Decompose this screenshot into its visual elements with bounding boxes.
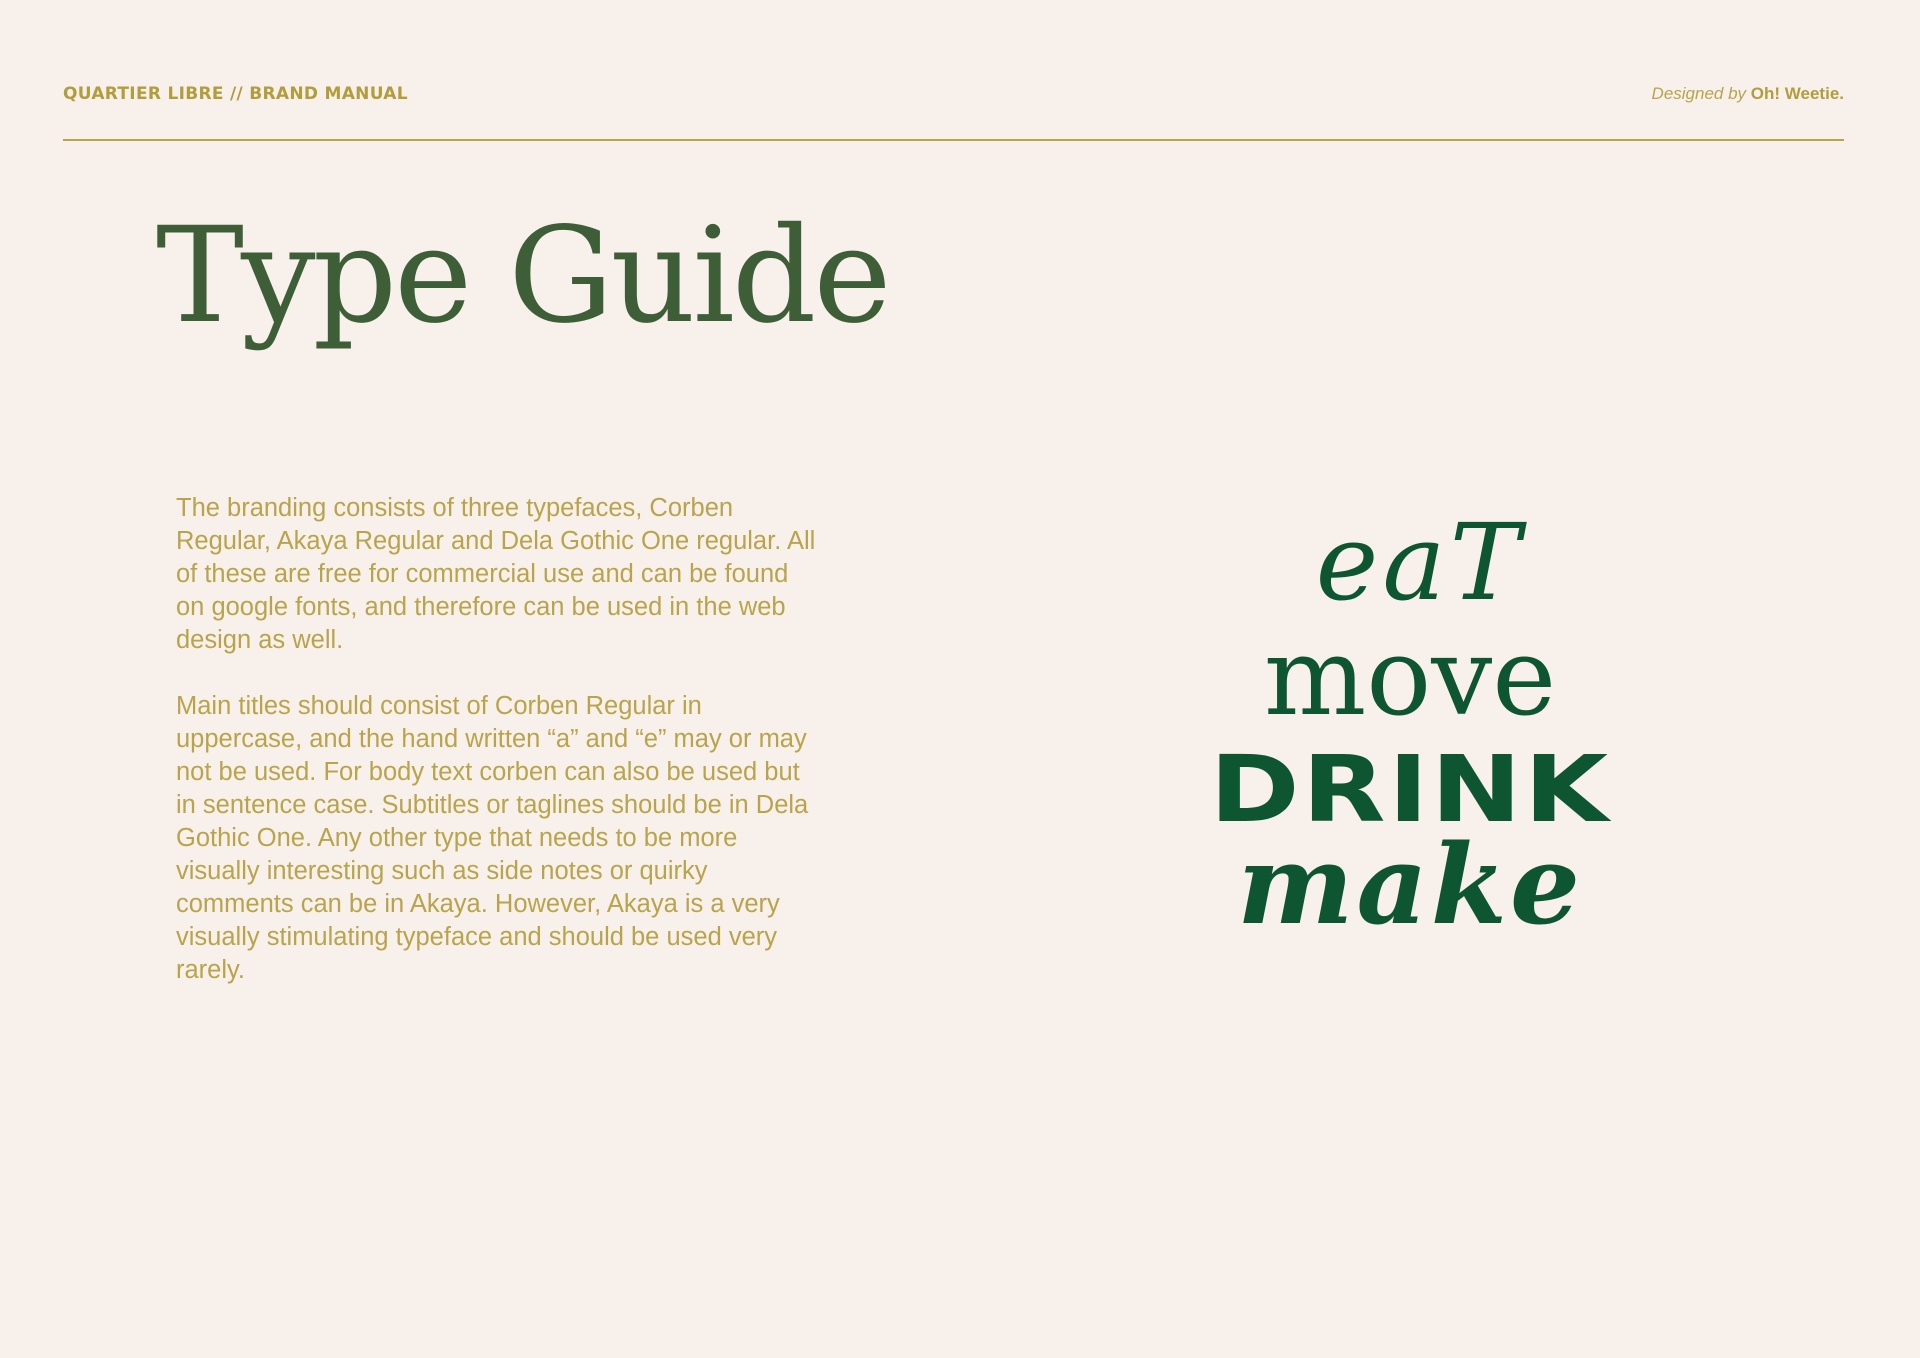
designer-credit (1652, 84, 1844, 104)
sample-eat-word: eaT (1315, 501, 1525, 624)
typeface-samples (1150, 501, 1670, 949)
paragraph-usage-rules: Main titles should consist of Corben Regular in uppercase, and the hand written “a” and “e” may or may not be used. For body text corben can also be used but in sentence case. Subtitles or taglines should be in Dela Gothic One. Any other type that needs to be more visually interesting such as side notes or quirky comments can be in Akaya. However, Akaya is a very visually stimulating typeface and should be used very rarely. (176, 692, 809, 984)
sample-drink-word: DRINK (1209, 736, 1611, 843)
sample-make-word: make (1237, 820, 1583, 949)
credit-prefix: Designed by (1651, 84, 1747, 103)
paragraph-typefaces: The branding consists of three typefaces, Corben Regular, Akaya Regular and Dela Gothic One regular. All of these are free for commercial use and can be found on google fonts, and therefore can be used in the web design as well. (176, 494, 816, 654)
sample-move-word: move (1263, 615, 1557, 740)
credit-studio-name: Oh! Weetie. (1750, 84, 1844, 103)
brand-manual-label: QUARTIER LIBRE // BRAND MANUAL (63, 84, 408, 104)
page-header (63, 84, 1844, 141)
page-title: Type Guide (156, 199, 889, 353)
type-guide-description (176, 492, 816, 1020)
